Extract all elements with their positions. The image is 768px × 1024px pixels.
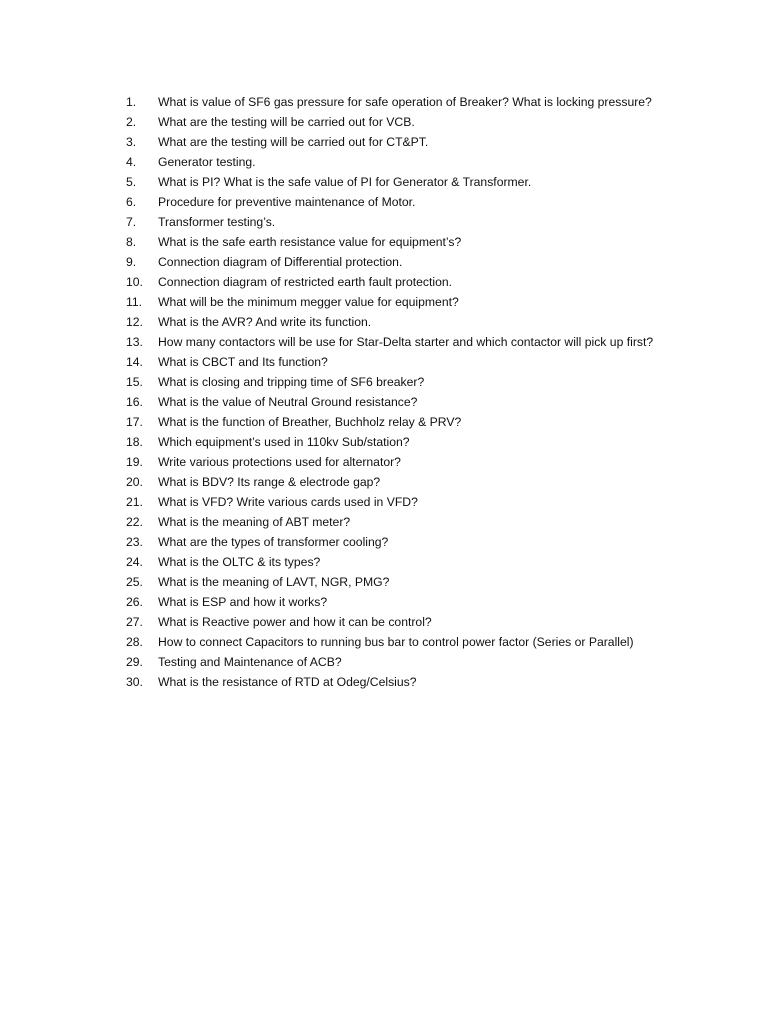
question-number: 10. (126, 275, 143, 289)
question-item (126, 332, 686, 352)
question-text: Procedure for preventive maintenance of Motor. (158, 195, 416, 209)
question-text: Connection diagram of restricted earth fault protection. (158, 275, 453, 289)
question-item (126, 92, 686, 112)
question-number: 12. (126, 315, 143, 329)
question-item (126, 592, 686, 612)
question-number: 8. (126, 235, 137, 249)
question-number: 27. (126, 615, 143, 629)
question-item (126, 512, 686, 532)
question-item (126, 532, 686, 552)
question-item (126, 412, 686, 432)
question-number: 5. (126, 175, 137, 189)
question-item (126, 652, 686, 672)
question-item (126, 552, 686, 572)
question-text: What is the function of Breather, Buchholz relay & PRV? (158, 415, 462, 429)
question-number: 14. (126, 355, 143, 369)
question-text: What is the meaning of LAVT, NGR, PMG? (158, 575, 390, 589)
question-text: What is the safe earth resistance value for equipment’s? (158, 235, 462, 249)
question-item (126, 292, 686, 312)
question-text: Testing and Maintenance of ACB? (158, 655, 342, 669)
question-item (126, 352, 686, 372)
question-item (126, 392, 686, 412)
question-number: 4. (126, 155, 137, 169)
question-text: What is the value of Neutral Ground resistance? (158, 395, 418, 409)
question-text: What are the types of transformer cooling? (158, 535, 389, 549)
question-item (126, 252, 686, 272)
question-number: 2. (126, 115, 137, 129)
question-number: 22. (126, 515, 143, 529)
question-text: What is Reactive power and how it can be control? (158, 615, 432, 629)
question-item (126, 232, 686, 252)
question-item (126, 572, 686, 592)
question-item (126, 192, 686, 212)
question-number: 29. (126, 655, 143, 669)
question-item (126, 672, 686, 692)
question-text: How to connect Capacitors to running bus bar to control power factor (Series or Parallel) (158, 635, 634, 649)
question-number: 19. (126, 455, 143, 469)
question-number: 6. (126, 195, 137, 209)
question-text: Write various protections used for alternator? (158, 455, 401, 469)
question-number: 18. (126, 435, 143, 449)
question-text: What is CBCT and Its function? (158, 355, 328, 369)
question-text: What is the AVR? And write its function. (158, 315, 372, 329)
question-number: 21. (126, 495, 143, 509)
question-text: What is PI? What is the safe value of PI for Generator & Transformer. (158, 175, 532, 189)
question-text: Transformer testing’s. (158, 215, 276, 229)
question-item (126, 152, 686, 172)
question-item (126, 112, 686, 132)
question-item (126, 212, 686, 232)
question-text: What is ESP and how it works? (158, 595, 328, 609)
question-number: 1. (126, 95, 137, 109)
question-item (126, 172, 686, 192)
question-number: 28. (126, 635, 143, 649)
question-text: Which equipment’s used in 110kv Sub/station? (158, 435, 410, 449)
question-number: 17. (126, 415, 143, 429)
question-number: 3. (126, 135, 137, 149)
question-number: 25. (126, 575, 143, 589)
question-text: What is the meaning of ABT meter? (158, 515, 351, 529)
question-text: Connection diagram of Differential protection. (158, 255, 403, 269)
question-text: What is the resistance of RTD at Odeg/Celsius? (158, 675, 417, 689)
question-number: 7. (126, 215, 137, 229)
question-number: 9. (126, 255, 137, 269)
question-number: 13. (126, 335, 143, 349)
question-item (126, 612, 686, 632)
question-item (126, 432, 686, 452)
question-number: 15. (126, 375, 143, 389)
question-item (126, 472, 686, 492)
question-text: How many contactors will be use for Star-Delta starter and which contactor will pick up first? (158, 335, 654, 349)
question-item (126, 452, 686, 472)
question-text: What is VFD? Write various cards used in VFD? (158, 495, 418, 509)
question-text: Generator testing. (158, 155, 256, 169)
question-list (126, 92, 686, 692)
question-number: 26. (126, 595, 143, 609)
question-text: What is value of SF6 gas pressure for safe operation of Breaker? What is locking pressure? (158, 95, 652, 109)
question-text: What is closing and tripping time of SF6 breaker? (158, 375, 425, 389)
question-number: 11. (126, 295, 143, 309)
question-item (126, 372, 686, 392)
question-text: What are the testing will be carried out for CT&PT. (158, 135, 429, 149)
question-number: 16. (126, 395, 143, 409)
question-text: What are the testing will be carried out for VCB. (158, 115, 415, 129)
question-number: 24. (126, 555, 143, 569)
question-text: What is BDV? Its range & electrode gap? (158, 475, 381, 489)
question-item (126, 632, 686, 652)
question-item (126, 272, 686, 292)
question-number: 30. (126, 675, 143, 689)
question-text: What will be the minimum megger value for equipment? (158, 295, 459, 309)
question-item (126, 312, 686, 332)
question-item (126, 132, 686, 152)
question-item (126, 492, 686, 512)
question-number: 20. (126, 475, 143, 489)
question-number: 23. (126, 535, 143, 549)
question-text: What is the OLTC & its types? (158, 555, 321, 569)
